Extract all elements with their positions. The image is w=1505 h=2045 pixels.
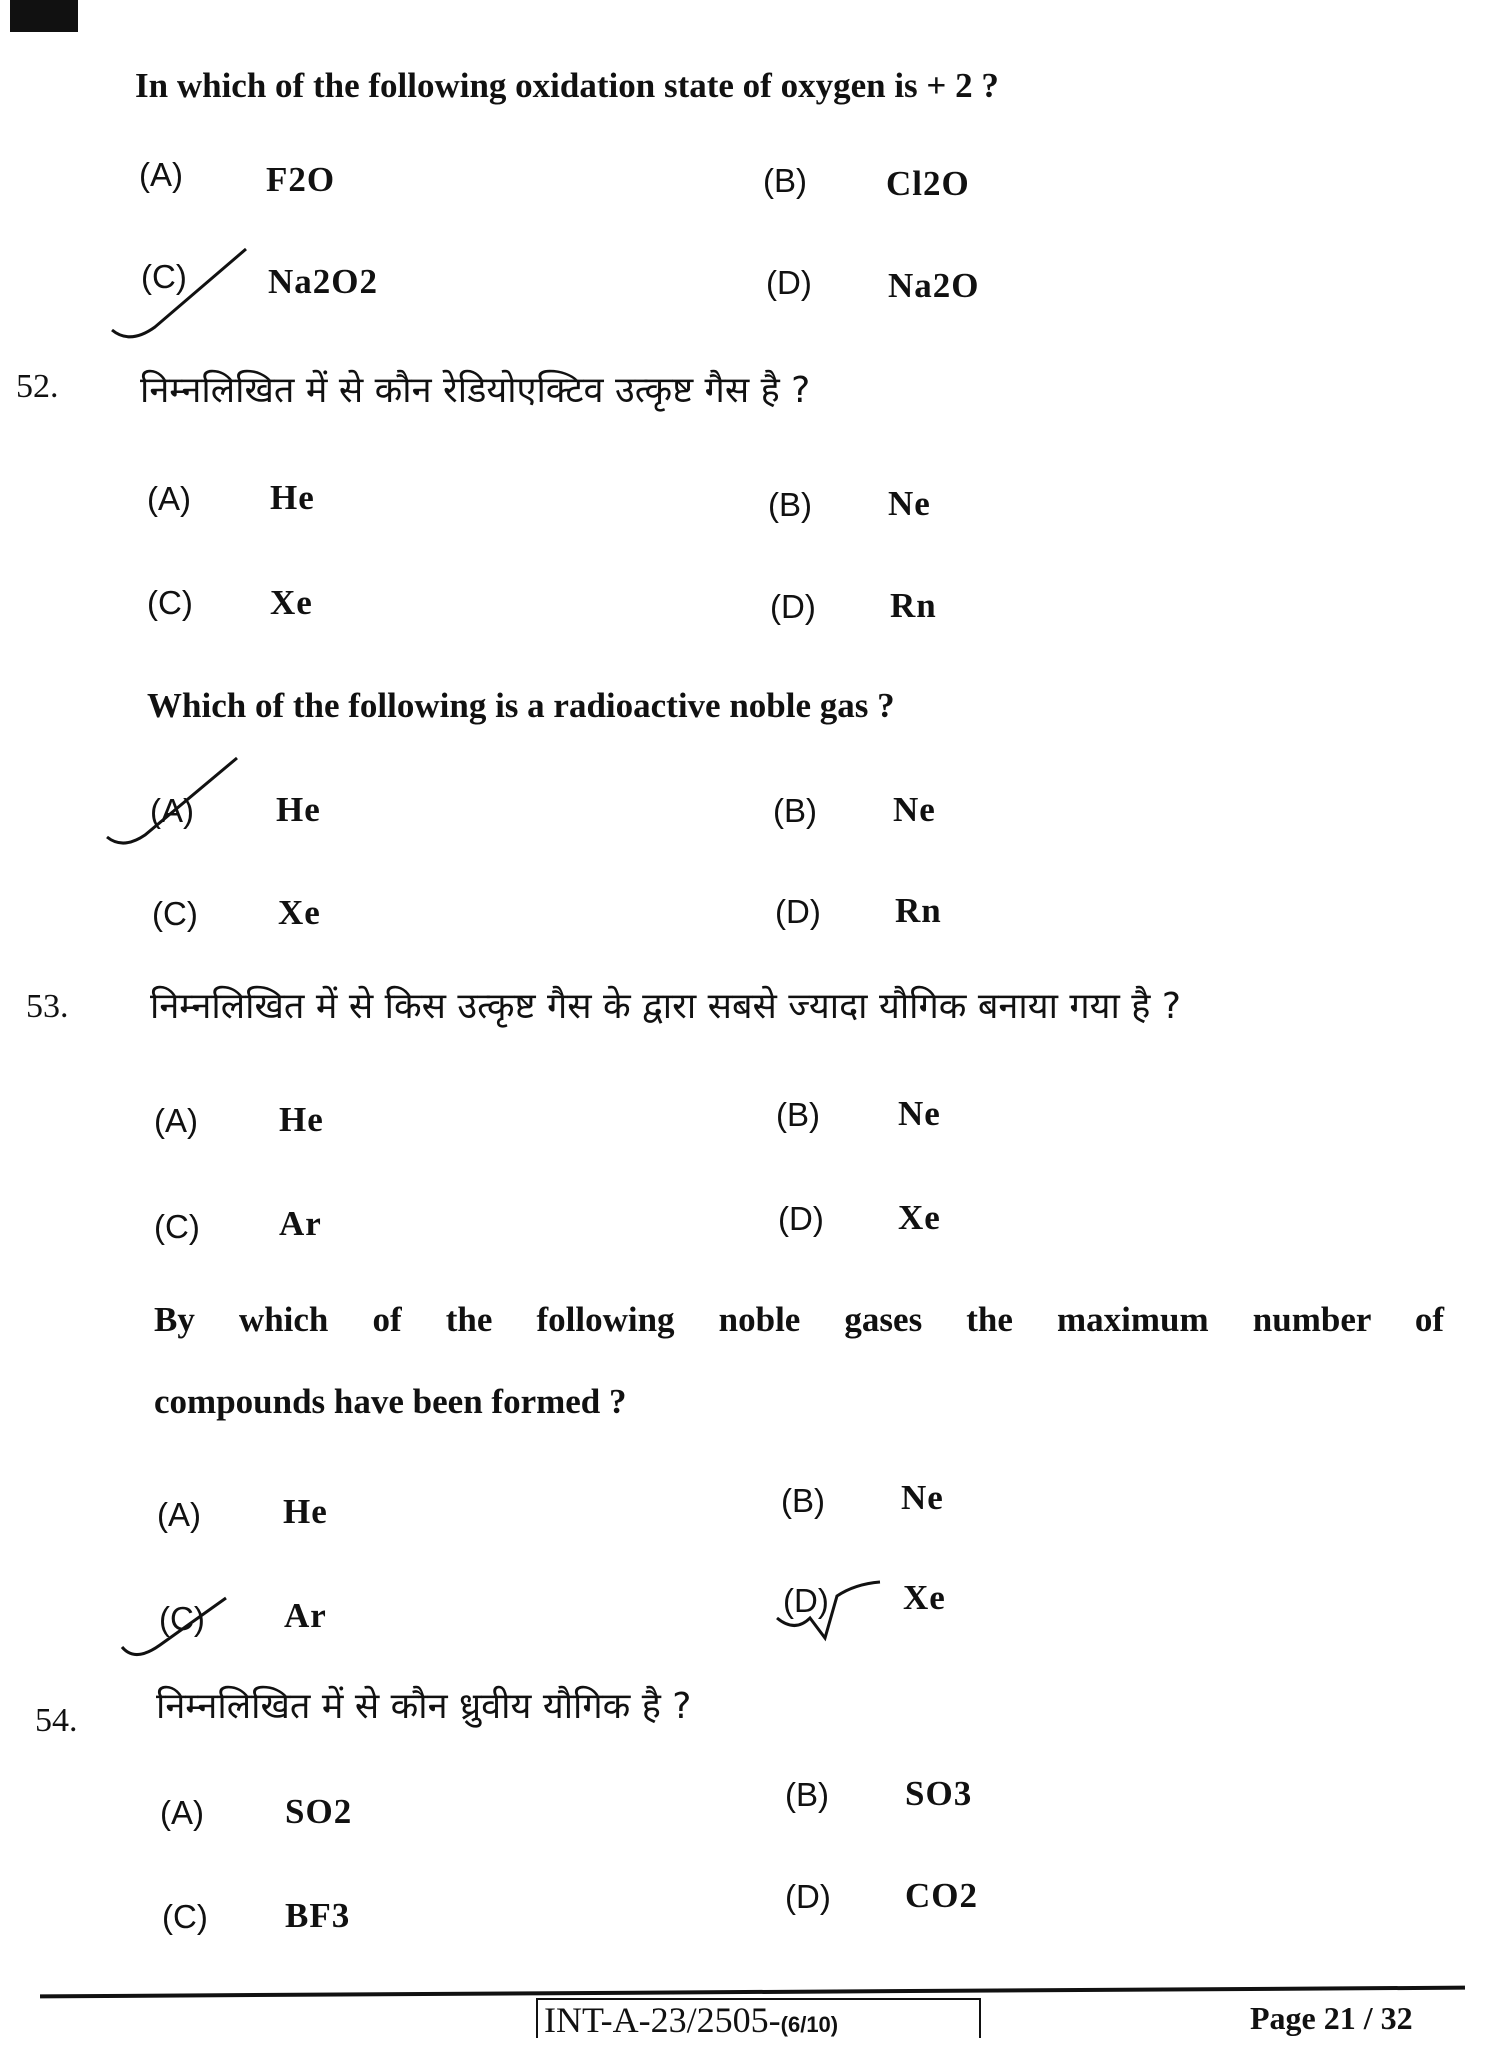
checkmark-icon [105,755,240,855]
q51-option-d: Na2O [888,266,980,305]
q52-option-a-label: (A) [150,792,194,829]
q54-hindi-text: निम्नलिखित में से कौन ध्रुवीय यौगिक है ? [156,1686,692,1727]
q51-option-a-label: (A) [139,156,183,193]
q52-hi-option-c-label: (C) [147,584,193,621]
q52-hi-option-d: Rn [890,586,937,625]
q51-option-a: F2O [266,160,336,199]
q53-english-line2: compounds have been formed ? [154,1382,627,1421]
q51-option-c-label: (C) [141,258,187,295]
checkmark-icon [120,1595,230,1665]
q51-option-b: Cl2O [886,164,970,203]
q53-option-b: Ne [901,1478,944,1517]
q53-option-b-label: (B) [781,1482,825,1519]
q52-option-b: Ne [893,790,936,829]
q52-number: 52. [16,368,59,405]
paper-code [536,1998,981,2038]
q54-option-d-label: (D) [785,1878,831,1915]
q53-option-a-label: (A) [157,1496,201,1533]
q52-english-text: Which of the following is a radioactive noble gas ? [147,686,895,725]
q54-option-b-label: (B) [785,1776,829,1813]
checkmark-icon [775,1578,885,1643]
q52-option-c: Xe [278,893,321,932]
q54-option-a-label: (A) [160,1794,204,1831]
q54-option-c-label: (C) [162,1898,208,1935]
q53-hi-option-a: He [279,1100,324,1139]
q53-option-c: Ar [284,1596,327,1635]
q52-hindi-text: निम्नलिखित में से कौन रेडियोएक्टिव उत्कृष्ट गैस है ? [140,370,811,411]
q53-hi-option-b-label: (B) [776,1096,820,1133]
q51-option-d-label: (D) [766,264,812,301]
q52-hi-option-c: Xe [270,583,313,622]
paper-code-suffix: (6/10) [780,2012,839,2037]
q53-number: 53. [26,988,69,1025]
q52-hi-option-a-label: (A) [147,480,191,517]
q53-hindi-text: निम्नलिखित में से किस उत्कृष्ट गैस के द्वारा सबसे ज्यादा यौगिक बनाया गया है ? [150,986,1181,1027]
q53-hi-option-a-label: (A) [154,1102,198,1139]
q53-option-d: Xe [903,1578,946,1617]
page-corner-mark [10,0,78,32]
q54-option-c: BF3 [285,1896,351,1935]
q51-option-c: Na2O2 [268,262,378,301]
q52-option-d-label: (D) [775,893,821,930]
checkmark-icon [110,245,250,345]
q52-hi-option-d-label: (D) [770,588,816,625]
q52-hi-option-b: Ne [888,484,931,523]
paper-code-text: INT-A-23/2505- [544,2000,781,2040]
q53-hi-option-d-label: (D) [778,1200,824,1237]
q53-hi-option-c-label: (C) [154,1208,200,1245]
q51-option-b-label: (B) [763,162,807,199]
q53-option-d-label: (D) [783,1582,829,1619]
q54-option-b: SO3 [905,1774,973,1813]
page-number: Page 21 / 32 [1250,2000,1413,2036]
q53-option-a: He [283,1492,328,1531]
q53-hi-option-d: Xe [898,1198,941,1237]
q54-option-d: CO2 [905,1876,978,1915]
q52-option-b-label: (B) [773,792,817,829]
q53-hi-option-c: Ar [279,1204,322,1243]
q53-option-c-label: (C) [159,1600,205,1637]
q53-english-line1: By which of the following noble gases the maximum number of [154,1300,1444,1339]
q53-hi-option-b: Ne [898,1094,941,1133]
q52-hi-option-b-label: (B) [768,486,812,523]
q54-number: 54. [35,1702,78,1739]
footer-divider [40,1986,1465,1999]
q52-option-c-label: (C) [152,895,198,932]
q54-option-a: SO2 [285,1792,353,1831]
q51-text: In which of the following oxidation state of oxygen is + 2 ? [135,66,999,105]
q52-hi-option-a: He [270,478,315,517]
q52-option-d: Rn [895,891,942,930]
q52-option-a: He [276,790,321,829]
